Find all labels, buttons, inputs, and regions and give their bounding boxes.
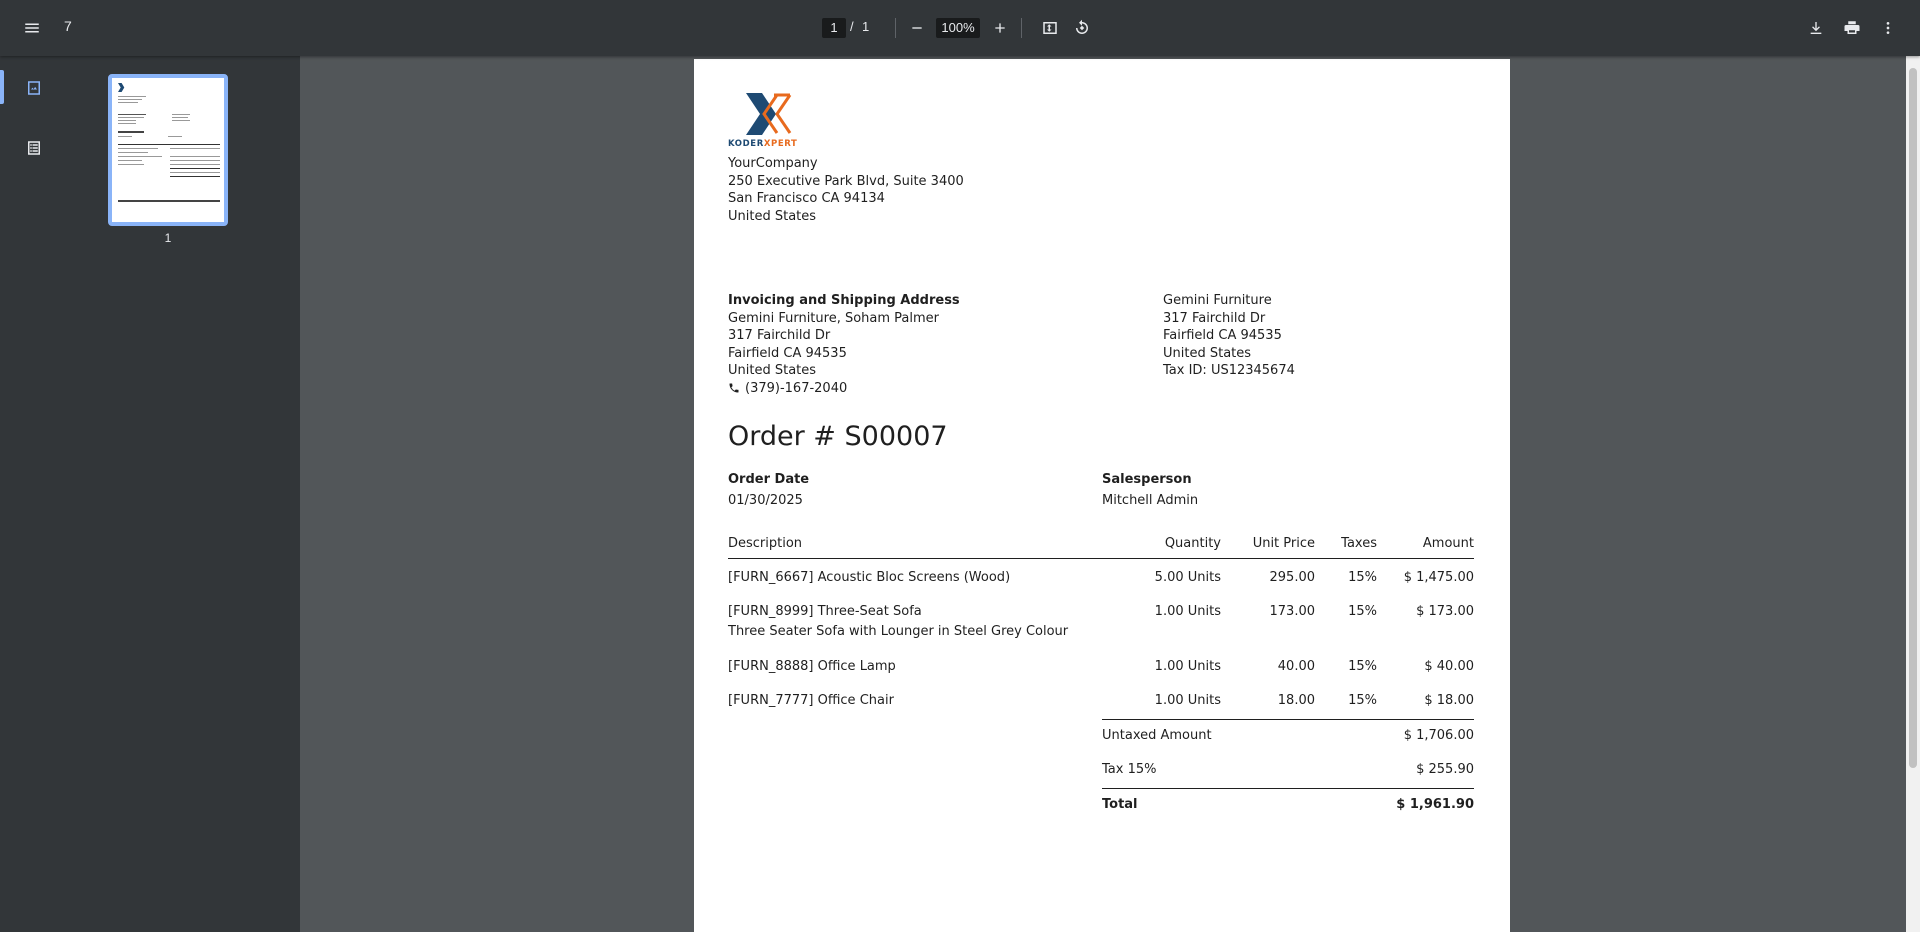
line-unit-price: 18.00 [1277,693,1315,708]
total-row [1102,797,1474,817]
line-amount: $ 40.00 [1424,659,1474,674]
rotate-icon[interactable] [1070,16,1094,40]
page-thumbnail[interactable] [108,74,228,226]
tax-value: $ 255.90 [1416,762,1474,777]
customer-address [1163,292,1295,380]
line-quantity: 1.00 Units [1154,604,1221,619]
zoom-input[interactable]: 100% [936,18,980,38]
print-icon[interactable] [1840,16,1864,40]
order-date-value: 01/30/2025 [728,493,803,508]
line-description: [FURN_6667] Acoustic Bloc Screens (Wood) [728,570,1011,585]
customer-tax-id: Tax ID: US12345674 [1163,363,1295,378]
order-date-label: Order Date [728,472,810,487]
customer-line: Gemini Furniture [1163,293,1272,308]
address-line: Gemini Furniture, Soham Palmer [728,310,940,326]
thumbnail-page-number: 1 [164,231,172,245]
untaxed-value: $ 1,706.00 [1403,728,1474,743]
line-taxes: 15% [1348,570,1377,585]
untaxed-amount-row [1102,728,1474,748]
line-quantity: 1.00 Units [1154,693,1221,708]
tax-label: Tax 15% [1102,762,1157,777]
line-description: [FURN_7777] Office Chair [728,693,894,708]
line-unit-price: 40.00 [1277,659,1315,674]
order-title: Order # S00007 [728,421,948,452]
table-header [728,536,1474,556]
line-description: [FURN_8999] Three-Seat Sofa [728,604,922,619]
line-amount: $ 1,475.00 [1403,570,1474,585]
order-date-block [728,469,809,511]
thumbnails-view-icon[interactable] [22,76,46,100]
customer-line: 317 Fairchild Dr [1163,310,1266,326]
line-unit-price: 295.00 [1269,570,1315,585]
total-label: Total [1102,797,1138,812]
header-quantity: Quantity [1164,536,1221,551]
customer-line: Fairfield CA 94535 [1163,328,1282,343]
line-amount: $ 18.00 [1424,693,1474,708]
sidebar-rail [0,56,68,932]
line-taxes: 15% [1348,604,1377,619]
pdf-page [694,59,1510,932]
zoom-in-icon[interactable] [988,16,1012,40]
line-note: Three Seater Sofa with Lounger in Steel Grey Colour [728,624,1069,639]
address-line: United States [728,363,817,378]
thumbnail-sidebar [0,56,300,932]
table-row [728,604,1474,644]
line-taxes: 15% [1348,659,1377,674]
customer-line: United States [1163,345,1252,361]
company-country: United States [728,208,817,224]
logo-wordmark: KODERXPERT [728,139,798,149]
document-title: 7 [64,18,72,34]
company-address [728,155,964,225]
header-rule [728,558,1474,559]
table-row [728,693,1474,713]
outline-view-icon[interactable] [22,136,46,160]
vertical-scrollbar[interactable] [1906,56,1920,932]
totals-top-rule [1102,719,1474,720]
toolbar-divider [1021,18,1022,38]
page-separator: / [850,19,854,34]
phone-number: (379)-167-2040 [745,380,848,396]
tax-row [1102,762,1474,782]
total-rule [1102,788,1474,789]
total-value: $ 1,961.90 [1396,797,1474,812]
company-street: 250 Executive Park Blvd, Suite 3400 [728,173,964,189]
active-indicator [0,70,4,104]
table-row [728,659,1474,679]
scrollbar-thumb[interactable] [1909,68,1917,768]
salesperson-block [1102,469,1198,511]
phone-row [728,380,960,398]
toolbar-divider [895,18,896,38]
header-unit-price: Unit Price [1252,536,1315,551]
menu-icon[interactable] [20,16,44,40]
table-row [728,570,1474,590]
header-amount: Amount [1422,536,1474,551]
line-unit-price: 173.00 [1269,604,1315,619]
company-name: YourCompany [728,156,818,171]
line-amount: $ 173.00 [1416,604,1474,619]
line-quantity: 5.00 Units [1154,570,1221,585]
line-quantity: 1.00 Units [1154,659,1221,674]
phone-icon [728,382,740,394]
page-number-input[interactable]: 1 [822,18,846,38]
pdf-toolbar [0,0,1920,56]
header-taxes: Taxes [1341,536,1377,551]
page-total: 1 [862,19,870,34]
line-taxes: 15% [1348,693,1377,708]
more-options-icon[interactable] [1876,16,1900,40]
download-icon[interactable] [1804,16,1828,40]
address-heading: Invoicing and Shipping Address [728,293,960,308]
header-description: Description [728,536,803,551]
address-line: 317 Fairchild Dr [728,328,831,343]
salesperson-value: Mitchell Admin [1102,493,1199,508]
zoom-out-icon[interactable] [905,16,929,40]
fit-page-icon[interactable] [1038,16,1062,40]
untaxed-label: Untaxed Amount [1102,728,1212,743]
company-city: San Francisco CA 94134 [728,191,885,206]
line-description: [FURN_8888] Office Lamp [728,659,896,674]
salesperson-label: Salesperson [1102,472,1192,487]
company-logo [728,93,810,151]
invoice-shipping-address [728,292,960,397]
address-line: Fairfield CA 94535 [728,345,847,361]
